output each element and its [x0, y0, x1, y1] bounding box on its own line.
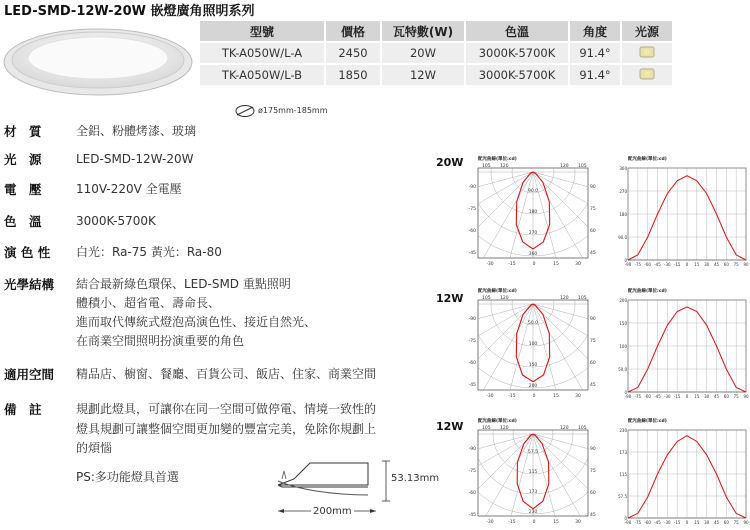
tick-label: 57.5: [618, 494, 627, 499]
ring-label: 230: [528, 510, 538, 515]
chart-title: 配光曲線(單位:cd): [628, 157, 667, 162]
page-title: LED-SMD-12W-20W 嵌燈廣角照明系列: [4, 4, 255, 19]
tick-label: -45: [468, 251, 476, 256]
tick-label: 60: [590, 229, 596, 234]
tick-label: 60: [723, 262, 729, 267]
tick-label: 120: [560, 296, 569, 301]
tick-label: 30: [704, 520, 710, 525]
tick-label: -60: [468, 229, 476, 234]
chart-title: 配光曲線(單位:cd): [628, 289, 667, 294]
tick-label: 90: [743, 520, 749, 525]
tick-label: -45: [468, 383, 476, 388]
tick-label: 0: [624, 258, 627, 263]
tick-label: 90: [743, 394, 749, 399]
tick-label: 230: [619, 428, 627, 433]
tick-label: 75: [733, 394, 739, 399]
tick-label: -90: [624, 262, 632, 267]
tick-label: -30: [486, 262, 494, 267]
tick-label: -75: [468, 469, 476, 474]
tick-label: 0: [532, 394, 536, 399]
height-dimension: 53.13mm: [391, 473, 440, 484]
tick-label: 75: [590, 469, 596, 474]
model-cell: TK-A050W/L-B: [200, 65, 324, 85]
tick-label: 105: [482, 164, 491, 169]
tick-label: 270: [619, 189, 627, 194]
table-row: [200, 43, 672, 63]
cutout-icon: [234, 104, 256, 118]
tick-label: 60: [590, 491, 596, 496]
tick-label: 15: [553, 262, 559, 267]
tick-label: -90: [468, 317, 476, 322]
tick-label: -30: [664, 262, 671, 267]
angle-cell: 91.4°: [570, 43, 620, 63]
tick-label: -75: [468, 339, 476, 344]
tick-label: 120: [500, 164, 509, 169]
tick-label: 75: [590, 339, 596, 344]
tick-label: 180: [619, 212, 627, 217]
cct-cell: 3000K-5700K: [466, 65, 568, 85]
intensity-chart: [614, 416, 750, 530]
tick-label: 90: [590, 185, 596, 190]
ring-label: 360: [528, 252, 538, 257]
chart-title: 配光曲線(單位:cd): [628, 419, 667, 424]
polar-chart: [458, 154, 606, 272]
col-model: 型號: [200, 21, 324, 41]
tick-label: -60: [468, 491, 476, 496]
table-row: [200, 65, 672, 85]
tick-label: -90: [624, 520, 632, 525]
tick-label: -75: [468, 207, 476, 212]
ring-label: 270: [528, 231, 538, 236]
tick-label: 15: [553, 520, 559, 525]
tick-label: -30: [664, 520, 671, 525]
tick-label: -30: [486, 394, 494, 399]
tick-label: 0: [532, 262, 536, 267]
tick-label: 105: [578, 426, 587, 431]
ring-label: 50.0: [527, 321, 539, 326]
tick-label: 105: [482, 296, 491, 301]
ring-label: 200: [528, 384, 538, 389]
tick-label: 45: [713, 262, 720, 267]
tick-label: 0: [685, 520, 689, 525]
col-cct: 色溫: [466, 21, 568, 41]
watt-label: 12W: [436, 420, 464, 433]
tick-label: 105: [578, 164, 587, 169]
tick-label: 0: [624, 516, 627, 521]
tick-label: -15: [508, 394, 516, 399]
tick-label: 120: [560, 426, 569, 431]
intensity-chart: [614, 154, 750, 272]
tick-label: 360: [619, 166, 627, 171]
tick-label: 0: [685, 262, 689, 267]
angle-cell: 91.4°: [570, 65, 620, 85]
width-dimension: 200mm: [313, 506, 352, 517]
tick-label: 75: [733, 520, 739, 525]
tick-label: -90: [468, 185, 476, 190]
tick-label: -30: [664, 394, 671, 399]
chart-title: 配光曲線(單位:cd): [478, 289, 517, 294]
col-angle: 角度: [570, 21, 620, 41]
section-diagram: [272, 457, 462, 523]
tick-label: 15: [694, 520, 700, 525]
tick-label: 115: [619, 472, 627, 477]
tick-label: 30: [704, 262, 710, 267]
tick-label: -30: [486, 520, 494, 525]
tick-label: 0: [685, 394, 689, 399]
tick-label: -45: [654, 394, 661, 399]
watt-cell: 12W: [382, 65, 464, 85]
chart-title: 配光曲線(單位:cd): [478, 419, 517, 424]
tick-label: -15: [673, 520, 681, 525]
tick-label: 30: [704, 394, 710, 399]
tick-label: -60: [644, 520, 651, 525]
tick-label: 90.0: [618, 235, 627, 240]
tick-label: 15: [694, 262, 700, 267]
price-cell: 1850: [326, 65, 380, 85]
tick-label: 100: [619, 344, 627, 349]
cutout-size: ø175mm-185mm: [258, 106, 328, 115]
tick-label: 105: [578, 296, 587, 301]
tick-label: 60: [723, 520, 729, 525]
polar-chart: [458, 286, 606, 404]
tick-label: 90: [590, 317, 596, 322]
chart-title: 配光曲線(單位:cd): [478, 157, 517, 162]
tick-label: -15: [508, 520, 516, 525]
tick-label: 45: [713, 394, 720, 399]
intensity-chart: [614, 286, 750, 404]
tick-label: 120: [500, 426, 509, 431]
ps-note: PS:多功能燈具首選: [76, 470, 179, 484]
tick-label: 105: [482, 426, 491, 431]
tick-label: 200: [619, 298, 627, 303]
tick-label: -15: [508, 262, 516, 267]
col-price: 價格: [326, 21, 380, 41]
tick-label: 90: [590, 447, 596, 452]
led-chip-icon: [622, 43, 672, 63]
tick-label: -90: [624, 394, 632, 399]
tick-label: 60: [723, 394, 729, 399]
ring-label: 115: [528, 470, 538, 475]
led-chip-icon: [622, 65, 672, 85]
ring-label: 57.5: [527, 450, 539, 455]
watt-label: 12W: [436, 292, 464, 305]
tick-label: 150: [619, 321, 627, 326]
tick-label: -15: [673, 262, 681, 267]
col-watt: 瓦特數(W): [382, 21, 464, 41]
tick-label: 45: [590, 513, 596, 518]
tick-label: 120: [560, 164, 569, 169]
tick-label: 60: [590, 361, 596, 366]
tick-label: 50.0: [618, 367, 627, 372]
polar-chart: [458, 416, 606, 530]
tick-label: 45: [713, 520, 720, 525]
model-cell: TK-A050W/L-A: [200, 43, 324, 63]
col-source: 光源: [622, 21, 672, 41]
tick-label: -60: [644, 394, 651, 399]
tick-label: -75: [634, 394, 642, 399]
ring-label: 90.0: [527, 189, 539, 194]
tick-label: 15: [694, 394, 700, 399]
tick-label: 90: [743, 262, 749, 267]
tick-label: 45: [590, 251, 596, 256]
ring-label: 100: [528, 342, 538, 347]
model-table: [198, 19, 674, 87]
tick-label: -75: [634, 262, 642, 267]
ring-label: 180: [528, 210, 538, 215]
cct-cell: 3000K-5700K: [466, 43, 568, 63]
tick-label: 120: [500, 296, 509, 301]
ring-label: 150: [528, 363, 538, 368]
watt-label: 20W: [436, 156, 464, 169]
tick-label: 75: [590, 207, 596, 212]
tick-label: 0: [624, 390, 627, 395]
tick-label: 75: [733, 262, 739, 267]
downlight-photo: [2, 20, 194, 96]
tick-label: 45: [590, 383, 596, 388]
tick-label: -60: [644, 262, 651, 267]
tick-label: -75: [634, 520, 642, 525]
ring-label: 173: [528, 490, 538, 495]
tick-label: -45: [468, 513, 476, 518]
tick-label: -90: [468, 447, 476, 452]
watt-cell: 20W: [382, 43, 464, 63]
tick-label: -45: [654, 262, 661, 267]
tick-label: 30: [575, 520, 581, 525]
tick-label: -60: [468, 361, 476, 366]
tick-label: 30: [575, 394, 581, 399]
tick-label: 30: [575, 262, 581, 267]
tick-label: 173: [619, 450, 627, 455]
price-cell: 2450: [326, 43, 380, 63]
tick-label: 15: [553, 394, 559, 399]
tick-label: -15: [673, 394, 681, 399]
tick-label: 0: [532, 520, 536, 525]
tick-label: -45: [654, 520, 661, 525]
